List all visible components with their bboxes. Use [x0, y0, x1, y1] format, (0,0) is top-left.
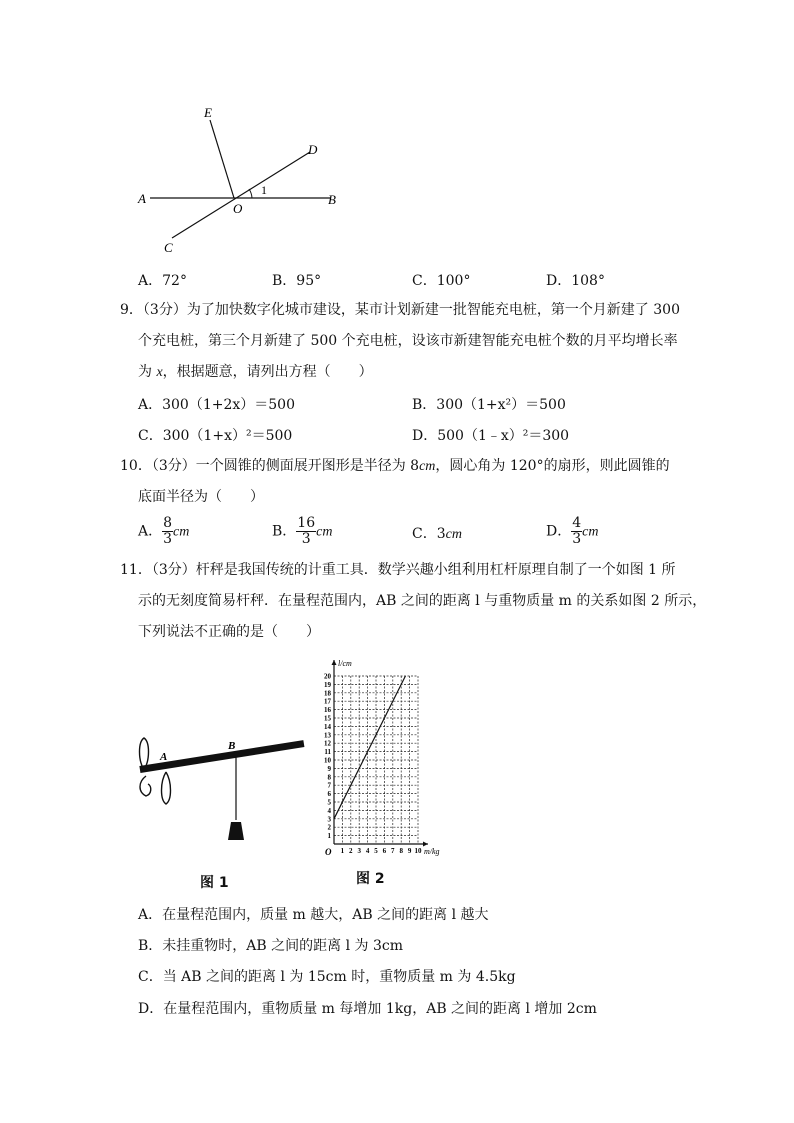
fig1-caption: 图 1	[200, 875, 229, 891]
x-axis-label: m/kg	[424, 847, 440, 856]
y-tick-label: 7	[327, 781, 331, 790]
x-tick-label: 6	[382, 847, 387, 855]
origin-label: O	[325, 847, 332, 857]
fig2-caption: 图 2	[356, 871, 385, 887]
label-o: O	[233, 201, 243, 216]
q9-option-d: D．500（1﹣x）²＝300	[412, 428, 570, 444]
ray-oe	[210, 120, 234, 198]
q10-stem-line2: 底面半径为（ ）	[138, 489, 264, 505]
fig1-label-b: B	[228, 740, 236, 752]
x-tick-label: 5	[374, 847, 378, 855]
angle-1-arc	[249, 189, 252, 198]
q9-option-a: A．300（1+2x）＝500	[138, 397, 295, 413]
q11-option-a: A．在量程范围内，质量 m 越大，AB 之间的距离 l 越大	[138, 907, 489, 923]
y-tick-label: 4	[327, 806, 331, 815]
y-tick-label: 13	[324, 731, 331, 740]
q8-option-c: C．100°	[412, 273, 471, 289]
q11-option-c: C．当 AB 之间的距离 l 为 15cm 时，重物质量 m 为 4.5kg	[138, 969, 516, 985]
angle-figure	[130, 98, 360, 258]
q9-option-c: C．300（1+x）²＝500	[138, 428, 293, 444]
label-d: D	[308, 142, 318, 157]
q9-stem-line1: 9．（3分）为了加快数字化城市建设，某市计划新建一批智能充电桩，第一个月新建了 300	[120, 302, 680, 318]
label-e: E	[204, 105, 212, 120]
q10-option-a: A． $\frac{8}{3}$ cm	[138, 515, 190, 547]
y-tick-label: 11	[324, 748, 331, 757]
y-tick-label: 19	[324, 680, 331, 689]
y-tick-label: 14	[324, 722, 331, 731]
q8-option-d: D．108°	[546, 273, 605, 289]
y-tick-label: 12	[324, 739, 331, 748]
y-tick-label: 15	[324, 714, 331, 723]
q10-stem-line1: 10．（3分）一个圆锥的侧面展开图形是半径为 8cm，圆心角为 120°的扇形，则此圆锥的	[120, 458, 670, 474]
x-tick-label: 7	[391, 847, 395, 855]
fig1-label-a: A	[160, 751, 168, 763]
y-tick-label: 17	[324, 697, 331, 706]
q8-option-a: A．72°	[138, 273, 187, 289]
q8-option-b: B．95°	[272, 273, 322, 289]
y-tick-label: 9	[327, 764, 331, 773]
y-tick-label: 20	[324, 672, 331, 681]
label-c: C	[164, 240, 173, 255]
q9-option-b: B．300（1+x²）＝500	[412, 397, 566, 413]
y-tick-label: 3	[327, 815, 331, 824]
hook-left-bottom	[140, 776, 151, 796]
y-tick-label: 10	[324, 756, 331, 765]
y-tick-label: 8	[327, 773, 331, 782]
x-tick-label: 3	[357, 847, 361, 855]
q9-stem-line3: 为 x，根据题意，请列出方程（ ）	[138, 364, 373, 380]
weight-bob	[228, 822, 244, 840]
x-tick-label: 2	[349, 847, 353, 855]
q9-stem-line2: 个充电桩，第三个月新建了 500 个充电桩，设该市新建智能充电桩个数的月平均增长率	[138, 333, 678, 349]
label-angle-1: 1	[261, 183, 267, 197]
x-tick-label: 4	[365, 847, 370, 855]
steelyard-figure	[130, 730, 310, 850]
q10-option-d: D． $\frac{4}{3}$ cm	[546, 515, 599, 547]
x-axis-arrow	[423, 842, 428, 847]
y-tick-label: 2	[327, 823, 331, 832]
y-tick-label: 1	[327, 832, 331, 841]
q10-option-b: B． $\frac{16}{3}$ cm	[272, 515, 333, 547]
x-tick-label: 9	[407, 847, 412, 855]
label-a: A	[138, 191, 146, 206]
y-tick-label: 18	[324, 689, 331, 698]
q10-option-c: C．3cm	[412, 526, 462, 542]
y-axis-arrow	[332, 660, 337, 665]
q11-option-b: B．未挂重物时，AB 之间的距离 l 为 3cm	[138, 938, 403, 954]
series-line	[334, 676, 405, 819]
l-vs-m-chart	[312, 654, 442, 866]
hook-right	[162, 772, 171, 804]
x-tick-label: 1	[340, 847, 345, 855]
q11-stem-line1: 11．（3分）杆秤是我国传统的计重工具．数学兴趣小组利用杠杆原理自制了一个如图 1 所	[120, 562, 676, 578]
x-tick-label: 8	[399, 847, 403, 855]
line-cd	[172, 152, 310, 238]
y-tick-label: 16	[324, 706, 331, 715]
y-tick-label: 5	[327, 798, 331, 807]
q11-stem-line2: 示的无刻度简易杆秤．在量程范围内，AB 之间的距离 l 与重物质量 m 的关系如图 2 所示，	[138, 593, 707, 609]
y-tick-label: 6	[327, 790, 331, 799]
label-b: B	[328, 192, 336, 207]
q11-option-d: D．在量程范围内，重物质量 m 每增加 1kg，AB 之间的距离 l 增加 2cm	[138, 1001, 597, 1017]
y-axis-label: l/cm	[338, 659, 352, 668]
q11-stem-line3: 下列说法不正确的是（ ）	[138, 624, 320, 640]
x-tick-label: 10	[414, 847, 422, 855]
